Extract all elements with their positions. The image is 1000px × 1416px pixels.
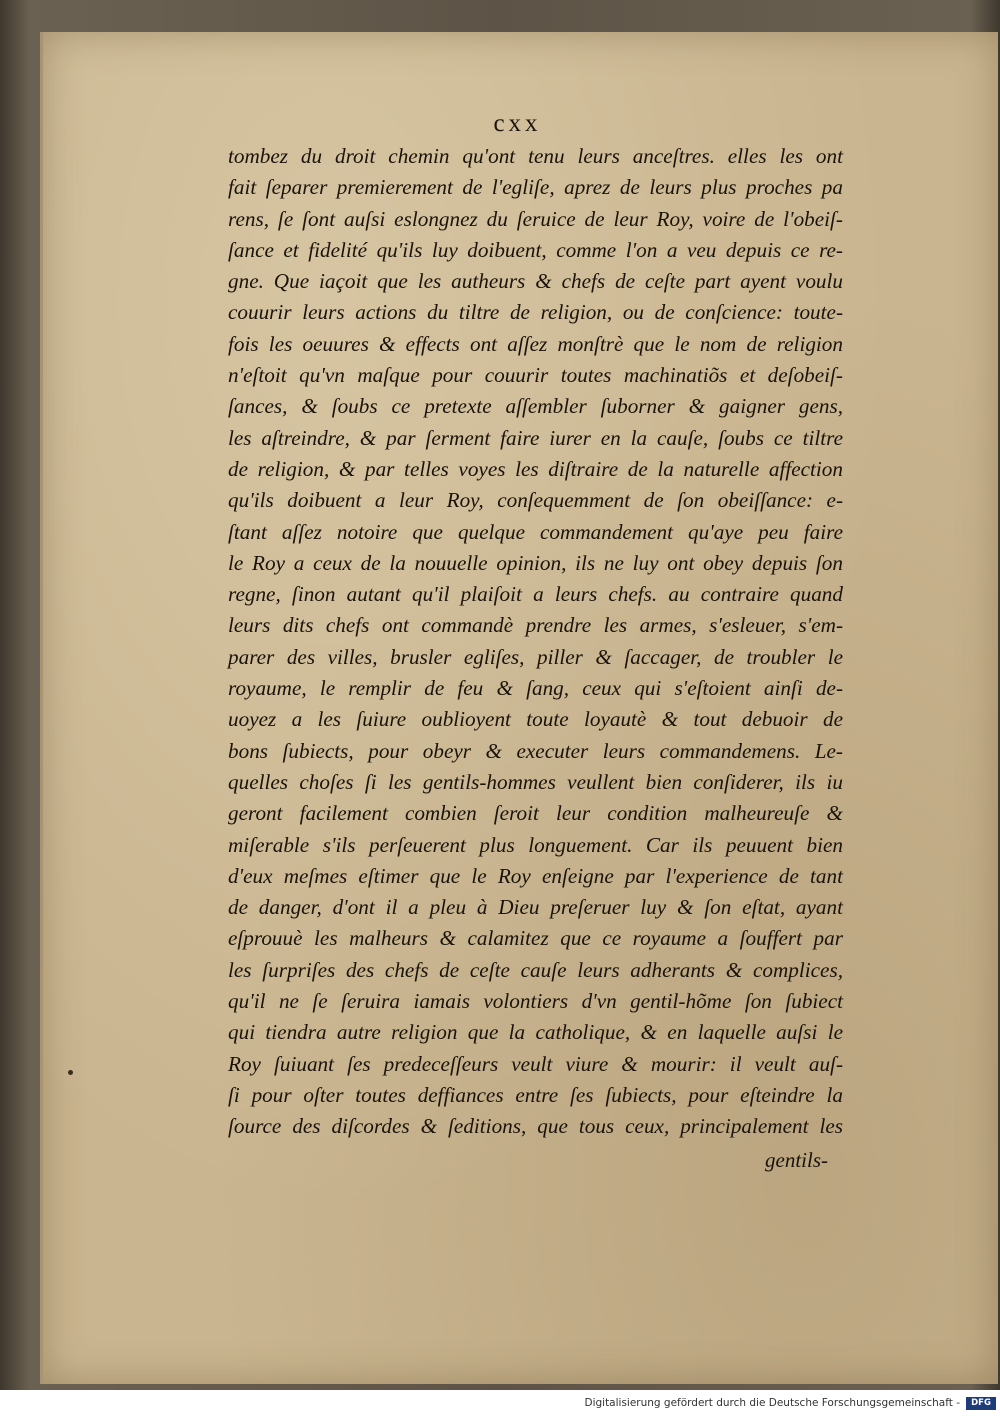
text-line: geront facilement combien ſeroit leur condition malheureuſe & xyxy=(228,801,843,826)
text-line: royaume, le remplir de feu & ſang, ceux qui s'eſtoient ainſi de- xyxy=(228,676,843,701)
text-line: quelles choſes ſi les gentils-hommes veullent bien conſiderer, ils iu xyxy=(228,769,843,794)
text-line: de religion, & par telles voyes les diſtraire de la naturelle affection xyxy=(228,456,843,481)
text-line: le Roy a ceux de la nouuelle opinion, ils ne luy ont obey depuis ſon xyxy=(228,550,843,575)
text-line: fois les oeuures & effects ont aſſez monſtrè que le nom de religion xyxy=(228,331,843,356)
text-line: qu'il ne ſe ſeruira iamais volontiers d'vn gentil-hõme ſon ſubiect xyxy=(228,989,843,1014)
text-line: n'eſtoit qu'vn maſque pour couurir toutes machinatiõs et deſobeiſ- xyxy=(228,363,843,388)
text-line: parer des villes, brusler egliſes, piller & ſaccager, de troubler le xyxy=(228,644,843,669)
text-line: qui tiendra autre religion que la catholique, & en laquelle auſsi le xyxy=(228,1020,843,1045)
text-line: ſi pour oſter toutes deffiances entre ſes ſubiects, pour eſteindre la xyxy=(228,1082,843,1107)
text-line: regne, ſinon autant qu'il plaiſoit a leurs chefs. au contraire quand xyxy=(228,582,843,607)
text-line: ſource des diſcordes & ſeditions, que tous ceux, principalement les xyxy=(228,1114,843,1139)
text-line: de danger, d'ont il a pleu à Dieu preſeruer luy & ſon eſtat, ayant xyxy=(228,895,843,920)
text-line: couurir leurs actions du tiltre de religion, ou de conſcience: toute- xyxy=(228,300,843,325)
text-line: fait ſeparer premierement de l'egliſe, aprez de leurs plus proches pa xyxy=(228,175,843,200)
text-line: ſances, & ſoubs ce pretexte aſſembler ſuborner & gaigner gens, xyxy=(228,394,843,419)
ink-speck xyxy=(68,1070,73,1075)
footer-credit: Digitalisierung gefördert durch die Deutsche Forschungsgemeinschaft - xyxy=(584,1397,960,1409)
text-line: d'eux meſmes eſtimer que le Roy enſeigne par l'experience de tant xyxy=(228,863,843,888)
text-line: les ſurpriſes des chefs de ceſte cauſe leurs adherants & complices, xyxy=(228,957,843,982)
text-line: uoyez a les ſuiure oublioyent toute loyautè & tout debuoir de xyxy=(228,707,843,732)
text-line: rens, ſe ſont auſsi eslongnez du ſeruice de leur Roy, voire de l'obeiſ- xyxy=(228,206,843,231)
catchword: gentils- xyxy=(765,1148,828,1172)
text-line: gne. Que iaçoit que les autheurs & chefs de ceſte part ayent voulu xyxy=(228,269,843,294)
text-line: tombez du droit chemin qu'ont tenu leurs anceſtres. elles les ont xyxy=(228,144,843,168)
page-number: cxx xyxy=(493,110,542,137)
text-line: qu'ils doibuent a leur Roy, conſequemment de ſon obeiſſance: e- xyxy=(228,488,843,513)
dfg-logo: DFG xyxy=(966,1397,996,1410)
text-line: Roy ſuiuant ſes predeceſſeurs veult viure & mourir: il veult auſ- xyxy=(228,1051,843,1076)
text-line: ſtant aſſez notoire que quelque commandement qu'aye peu faire xyxy=(228,519,843,544)
text-line: ſance et fidelité qu'ils luy doibuent, comme l'on a veu depuis ce re- xyxy=(228,237,843,262)
body-text xyxy=(228,141,843,1143)
text-line: les aſtreindre, & par ſerment faire iurer en la cauſe, ſoubs ce tiltre xyxy=(228,425,843,450)
text-line: eſprouuè les malheurs & calamitez que ce royaume a ſouffert par xyxy=(228,926,843,951)
text-line: miſerable s'ils perſeuerent plus longuement. Car ils peuuent bien xyxy=(228,832,843,857)
text-line: leurs dits chefs ont commandè prendre les armes, s'esleuer, s'em- xyxy=(228,613,843,638)
text-line: bons ſubiects, pour obeyr & executer leurs commandemens. Le- xyxy=(228,738,843,763)
